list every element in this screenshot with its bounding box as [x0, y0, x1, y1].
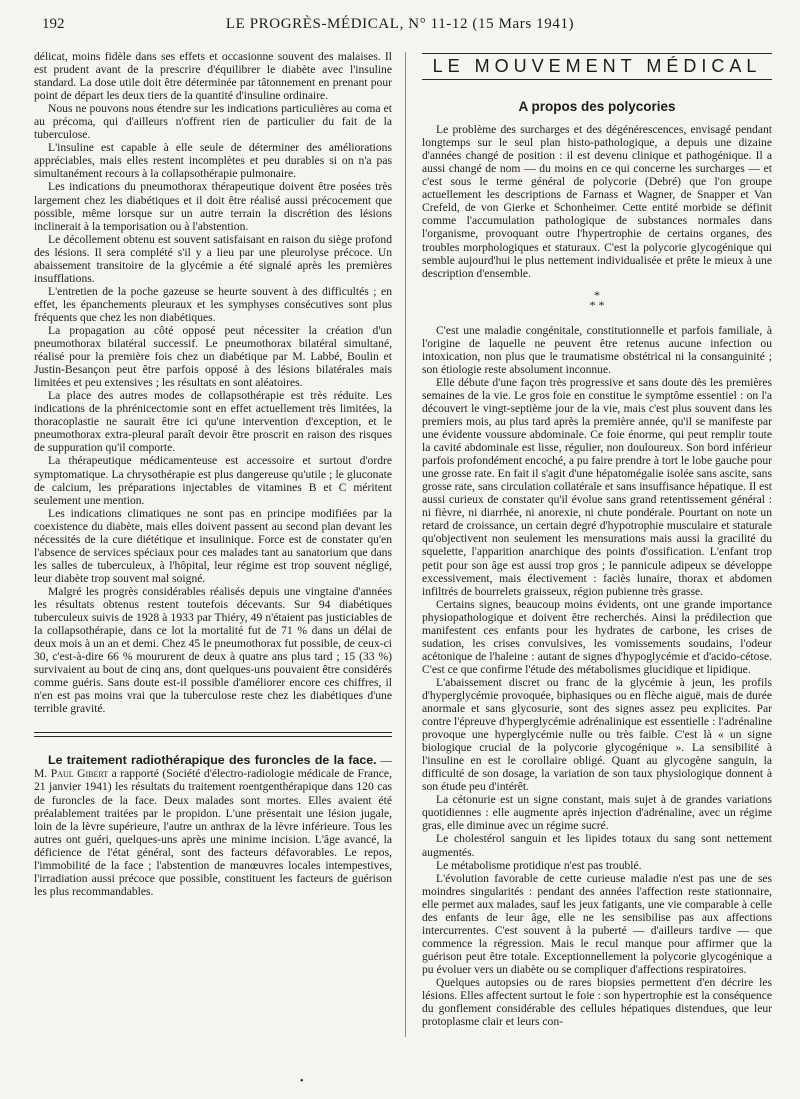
- paragraph: Le métabolisme protidique n'est pas troublé.: [436, 858, 642, 872]
- brief-body: a rapporté (Société d'électro-radiologie médicale de France, 21 janvier 1941) les résultats du traitement roentgenthérapique dans 120 cas de furoncles de la face. Deux malades sont mortes. Elles avaient été préalablement traitées par le propidon. L'une présentait une lésion jugale, loin de la lèvre supérieure, l'autre un anthrax de la lèvre inférieure. Tous les autres ont guéri, quelques-uns après une minime incision. L'âge avancé, la déficience de l'état général, sont des facteurs défavorables. Le repos, l'immobilité de la face ; l'abstention de manœuvres locales intempestives, l'irradiation aussi précoce que possible, constituent les facteurs de guérison les plus recommandables.: [34, 767, 392, 898]
- paragraph: Quelques autopsies ou de rares biopsies permettent d'en décrire les lésions. Elles affectent surtout le foie : son hypertrophie est la conséquence du gonflement considérable des cellules hépatiques distendues, que leur protoplasme clair et leurs con-: [422, 976, 772, 1029]
- paragraph: La place des autres modes de collapsothérapie est très réduite. Les indications de la phrénicectomie sont en effet actuellement très limitées, la thoracoplastie ne saurait être ici qu'une intervention d'exception, et le pneumothorax extra-pleural paraît devoir être proscrit en raison des risques de suppuration qu'il comporte.: [34, 389, 392, 455]
- star-top: *: [594, 287, 600, 302]
- left-column: [34, 50, 392, 898]
- paragraph: Le décollement obtenu est souvent satisfaisant en raison du siège profond des lésions. Il sera complété s'il y a lieu par une pleurolyse précoce. Un abaissement transitoire de la glycémie a été signalé après les premières insufflations.: [34, 232, 392, 285]
- star-bottom: * *: [589, 297, 605, 312]
- spacer: [34, 715, 392, 729]
- paragraph: C'est une maladie congénitale, constitutionnelle et parfois familiale, à l'origine de laquelle ne peuvent être retenus aucune infection ou intoxication, non plus que le traumatisme obstétrical ni la consanguinité ; son étiologie reste absolument inconnue.: [422, 323, 772, 376]
- section-rule: [34, 732, 392, 733]
- article-title: A propos des polycories: [518, 99, 676, 115]
- right-column: [422, 50, 772, 1028]
- running-header: [42, 16, 758, 38]
- paragraph: Le problème des surcharges et des dégénérescences, envisagé pendant longtemps sur le seul plan histo-pathologique, a depuis une dizaine d'années changé de position : il est devenu clinique et pathogénique. Il a aussi changé de nom — du moins en ce qui concerne les surcharges — et c'est sous le terme général de polycorie (Debré) que l'on groupe actuellement les descriptions de Farnass et Wagner, de Snapper et Van Crefeld, de von Gierke et Schonheimer. Cette entité morbide se définit comme l'accumulation pathologique de substances normales dans l'organisme, provoquant outre l'hypertrophie de certains organes, des troubles morphologiques et staturaux. C'est la polycorie glycogénique qui semble aujourd'hui le plus nettement individualisée et prête le mieux à une description d'ensemble.: [422, 123, 772, 280]
- brief-paragraph: Le traitement radiothérapique des furoncles de la face. — M. Paul Gibert a rapporté (Société d'électro-radiologie médicale de France, 21 janvier 1941) les résultats du traitement roentgenthérapique dans 120 cas de furoncles de la face. Deux malades sont mortes. Elles avaient été préalablement traitées par le propidon. L'une présentait une lésion jugale, loin de la lèvre supérieure, l'autre un anthrax de la lèvre inférieure. Tous les autres ont guéri, quelques-uns après une minime incision. L'âge avancé, la déficience de l'état général, sont des facteurs défavorables. Le repos, l'immobilité de la face ; l'abstention de manœuvres locales intempestives, l'irradiation aussi précoce que possible, constituent les facteurs de guérison les plus recommandables.: [34, 753, 392, 898]
- brief-title: Le traitement radiothérapique des furoncles de la face.: [48, 753, 377, 768]
- brief-author: M. Paul Gibert: [34, 767, 109, 781]
- page-mark: •: [300, 1076, 304, 1087]
- paragraph: Le cholestérol sanguin et les lipides totaux du sang sont nettement augmentés.: [422, 832, 772, 859]
- section-rule: [34, 736, 392, 737]
- paragraph: La propagation au côté opposé peut nécessiter la création d'un pneumothorax bilatéral successif. Le pneumothorax bilatéral simultané, réalisé pour la première fois chez un diabétique par M. Labbé, Boulin et Justin-Besançon peut être parfois opposé à des lésions bilatérales mais limitées et peu extensives ; les résultats en sont aléatoires.: [34, 323, 392, 390]
- banner-rule-top: [422, 53, 772, 54]
- page-number: 192: [42, 16, 65, 32]
- paragraph: Certains signes, beaucoup moins évidents, ont une grande importance physiopathologique et doivent être recherchés. Ainsi la prédilection que manifestent ces enfants pour les hydrates de carbone, les crises de sudation, les crises convulsives, les vomissements soudains, l'odeur acétonique de l'haleine : autant de signes d'hypoglycémie et d'acido-cétose. C'est ce que confirme l'étude des métabolismes glucidique et lipidique.: [422, 597, 772, 676]
- paragraph: Elle débute d'une façon très progressive et sans doute dès les premières semaines de la vie. Le gros foie en constitue le symptôme essentiel : on l'a découvert le vingt-septième jour de la vie, mais c'est plus souvent dans les premiers mois, au plus tard après la première année, qu'il se manifeste par une évidente voussure abdominale. Ce foie énorme, qui peut remplir toute la cavité abdominale est lisse, régulier, non douloureux. Son bord inférieur parfois profondément encoché, a pu faire prendre à tort le lobe gauche pour une grosse rate. En fait il s'agit d'une hépatomégalie isolée sans ascite, sans grosse rate, sans circulation collatérale et sans insuffisance hépatique. Il est aussi curieux de constater qu'il évolue sans grand retentissement général : ni fièvre, ni diarrhée, ni anorexie, ni chute pondérale. Pourtant on note un retard de croissance, un certain degré d'hypotrophie musculaire et staturale qu'objectivent non seulement les mensurations mais aussi la gracilité du squelette, l'apparition anarchique des points d'ossification. L'enfant trop petit pour son âge est aussi trop gros ; le pannicule adipeux se développe excessivement, mais électivement : faciès lunaire, thorax et abdomen infiltrés de bourrelets graisseux, région pubienne très grasse.: [422, 375, 772, 598]
- paragraph: délicat, moins fidèle dans ses effets et occasionne souvent des malaises. Il est prudent avant de la prescrire d'équilibrer le diabète avec l'insuline standard. La dose utile doit être déterminée par tâtonnement en prenant pour point de départ les deux tiers de la quantité d'insuline ordinaire.: [34, 50, 392, 103]
- paragraph: L'insuline est capable à elle seule de déterminer des améliorations appréciables, mais elles restent incomplètes et peu durables si on n'a pas simultanément recours à la collapsothérapie pulmonaire.: [34, 141, 392, 181]
- banner-rule-bottom: [422, 79, 772, 80]
- paragraph: Nous ne pouvons nous étendre sur les indications particulières au coma et au précoma, qui d'ailleurs n'offrent rien de particulier du fait de la tuberculose.: [34, 102, 392, 142]
- section-stars: [422, 287, 772, 312]
- running-title: LE PROGRÈS-MÉDICAL, N° 11-12 (15 Mars 1941): [225, 16, 575, 32]
- paragraph: Les indications du pneumothorax thérapeutique doivent être posées très largement chez les diabétiques et il doit être réalisé aussi précocement que possible, même lorsque sur un autre terrain la discrétion des lésions inclinerait à la temporisation ou à l'abstention.: [34, 180, 392, 233]
- paragraph: L'évolution favorable de cette curieuse maladie n'est pas une de ses moindres singularités : pendant des années l'affection reste stationnaire, elle permet aux malades, sauf les jeux fatigants, une vie comparable à celle des enfants de leur âge, elle ne les sensibilise pas aux affections intercurrentes. C'est souvent à la puberté — d'ailleurs tardive — que commence la régression. Mais le recul manque pour affirmer que la guérison peut être totale. Exceptionnellement la polycorie glycogénique a pu évoluer vers un diabète ou se compliquer d'affections respiratoires.: [422, 871, 772, 976]
- column-divider: [405, 52, 406, 1037]
- paragraph: L'entretien de la poche gazeuse se heurte souvent à des difficultés ; en effet, les épanchements pleuraux et les symphyses consécutives sont plus fréquents que chez les non diabétiques.: [34, 284, 392, 324]
- paragraph: La cétonurie est un signe constant, mais sujet à de grandes variations quotidiennes : elle augmente après injection d'adrénaline, avec un régime gras, elle diminue avec un régime sucré.: [422, 793, 772, 833]
- section-banner: LE MOUVEMENT MÉDICAL: [432, 56, 762, 76]
- paragraph: Les indications climatiques ne sont pas en principe modifiées par la coexistence du diabète, mais elles doivent passent au second plan devant les nécessités de la cure diététique et insulinique. Force est de constater qu'en l'absence de services spéciaux pour ces malades tant au sanatorium que dans les salles de tuberculeux, à l'hôpital, leur régime est trop souvent négligé, leur diabète trop souvent mal soigné.: [34, 506, 392, 585]
- spacer: [34, 740, 392, 754]
- paragraph: L'abaissement discret ou franc de la glycémie à jeun, les profils d'hyperglycémie provoquée, biphasiques ou en flèche aiguë, mais de durée anormale et sans glycosurie, sont des signes assez peu explicites. Par contre l'épreuve d'hyperglycémie adrénalinique est essentielle : l'adrénaline provoque une hyperglycémie nulle ou très faible. C'est là « un signe biologique crucial de la polycorie glycogénique ». La sensibilité à l'insuline en est le corollaire obligé. Quant au glycogène sanguin, la difficulté de son dosage, la variation de son taux physiologique donnent à son étude peu d'intérêt.: [422, 675, 772, 794]
- paragraph: La thérapeutique médicamenteuse est accessoire et surtout d'ordre symptomatique. La chrysothérapie est plus dangereuse qu'utile ; le gluconate de calcium, les préparations injectables de vitamines B et C méritent seulement une mention.: [34, 454, 392, 507]
- news-brief: [34, 754, 392, 898]
- paragraph: Malgré les progrès considérables réalisés depuis une vingtaine d'années les résultats obtenus restent toutefois décevants. Sur 94 diabétiques tuberculeux suivis de 1928 à 1933 par Thiéry, 49 n'étaient pas justiciables de la collapsothérapie, dans ce lot la mortalité fut de 71 % dans un délai de deux mois à un an et demi. Chez 45 le pneumothorax fut possible, de ceux-ci 30, c'est-à-dire 66 % moururent de deux à quatre ans plus tard ; 15 (33 %) survivaient au bout de cinq ans, dont quelques-uns pouvaient être considérés comme guéris. Sans doute est-il possible d'améliorer encore ces chiffres, il n'en est pas moins vrai que la tuberculose reste chez les diabétiques d'une terrible gravité.: [34, 584, 392, 716]
